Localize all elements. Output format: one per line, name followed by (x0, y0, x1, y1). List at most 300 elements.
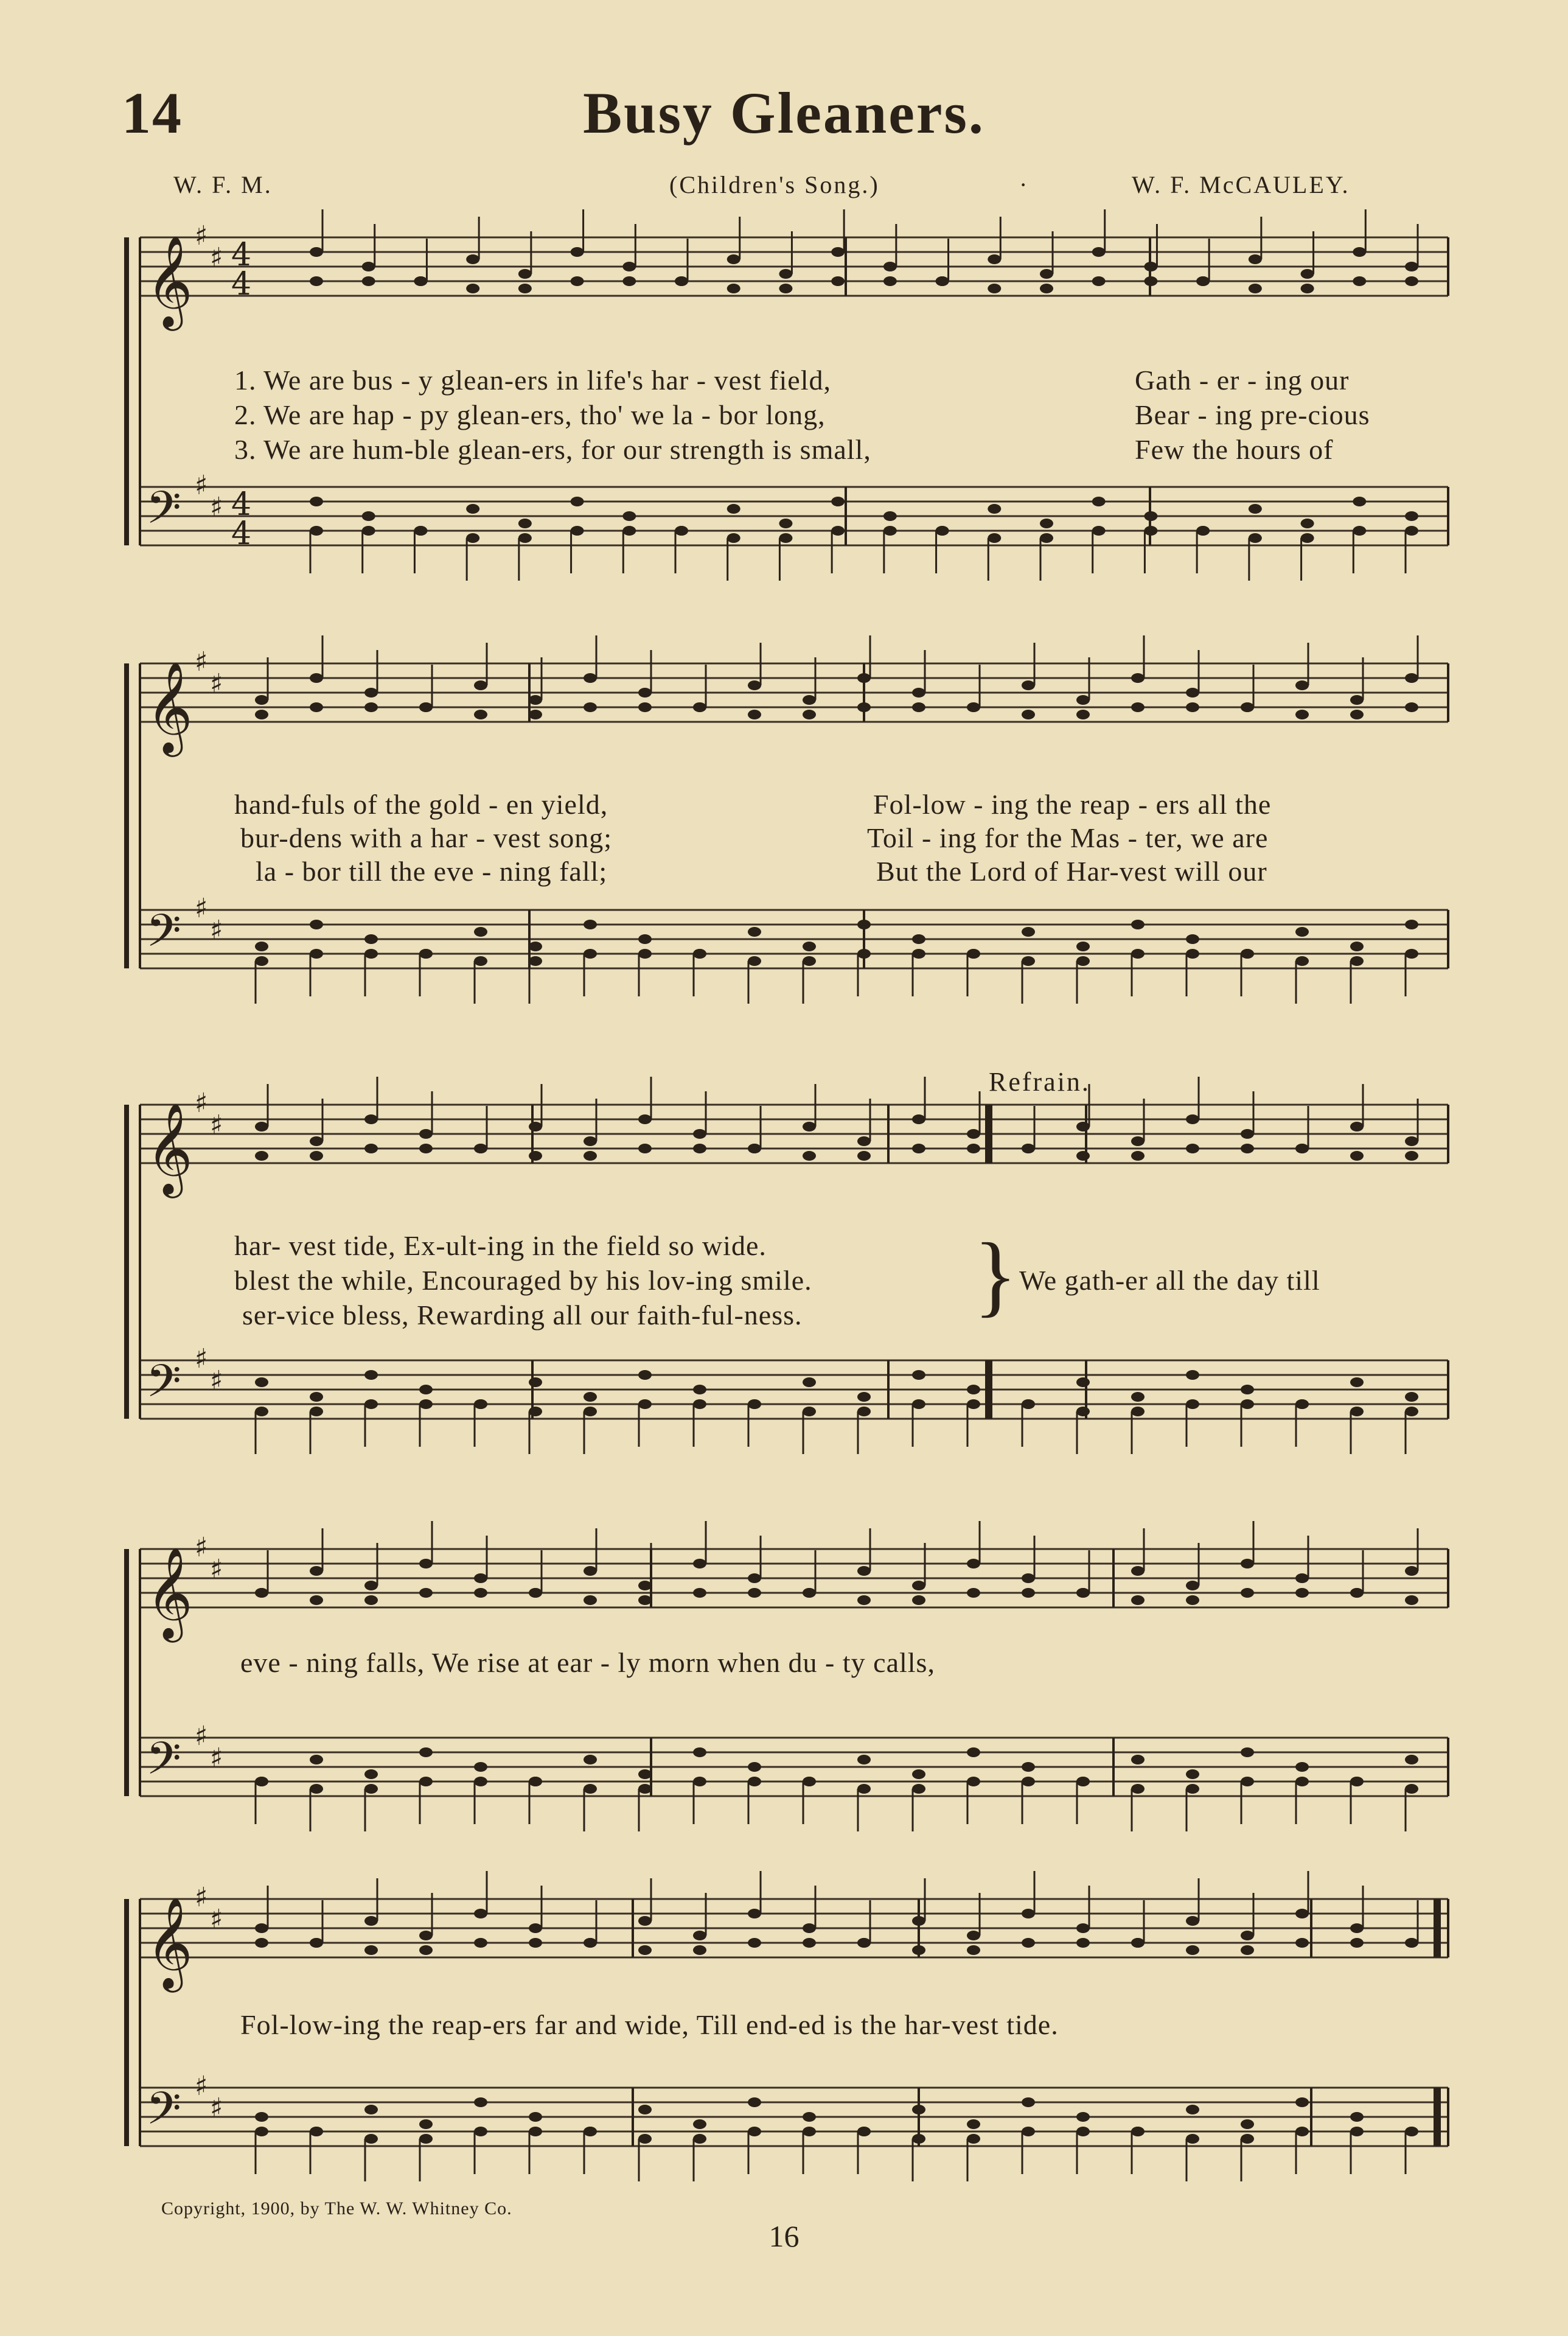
verse-3-line-1 (234, 433, 871, 466)
note-head (936, 526, 949, 536)
note-head (1076, 1777, 1090, 1786)
note-head (1241, 1559, 1254, 1568)
sharp-icon: ♯ (195, 2071, 208, 2102)
note-head (831, 276, 845, 286)
note-head (803, 695, 816, 705)
note-head (803, 2127, 816, 2136)
note-head (584, 1136, 597, 1146)
note-head (584, 1595, 597, 1605)
note-head (1186, 2105, 1199, 2114)
note-head (912, 702, 925, 712)
note-head (912, 1581, 925, 1590)
note-head (419, 1747, 433, 1757)
note-head (748, 1777, 761, 1786)
note-head (1249, 533, 1262, 543)
note-head (748, 710, 761, 719)
note-head (857, 1407, 871, 1416)
note-head (857, 2127, 871, 2136)
note-head (1241, 2134, 1254, 2144)
note-head (1405, 1755, 1418, 1764)
note-head (419, 1588, 433, 1598)
note-head (255, 1407, 268, 1416)
note-head (362, 276, 375, 286)
verse-2-line-2: bur-dens with a har - vest song; (240, 822, 613, 853)
note-head (967, 1559, 980, 1568)
note-head (364, 1144, 378, 1153)
note-head (255, 710, 268, 719)
note-head (1405, 1938, 1418, 1948)
note-head (1144, 526, 1157, 536)
note-head (1131, 1595, 1145, 1605)
note-head (255, 956, 268, 966)
note-head (967, 1945, 980, 1955)
note-head (912, 1769, 925, 1779)
note-head (1295, 1909, 1309, 1918)
note-head (1131, 1784, 1145, 1794)
note-head (803, 2112, 816, 2122)
note-head (1076, 2112, 1090, 2122)
note-head (622, 262, 636, 271)
verse-1-line-1b: Gath - er - ing our (1135, 365, 1350, 396)
note-head (727, 284, 740, 293)
note-head (1405, 276, 1418, 286)
subtitle: (Children's Song.) (669, 171, 880, 198)
note-head (518, 533, 532, 543)
note-head (803, 956, 816, 966)
note-head (255, 2112, 268, 2122)
note-head (1144, 276, 1157, 286)
note-head (1295, 1588, 1309, 1598)
sharp-icon: ♯ (195, 893, 208, 924)
treble-clef-icon: 𝄞 (146, 1546, 193, 1638)
note-head (310, 1151, 323, 1161)
note-head (967, 1144, 980, 1153)
note-head (1076, 2127, 1090, 2136)
note-head (529, 942, 542, 951)
verse-3-line-2: la - bor till the eve - ning fall; (256, 856, 608, 887)
note-head (1076, 1122, 1090, 1131)
verse-text: We are hum-ble glean-ers, for our strength is small, (263, 434, 871, 465)
note-head (693, 2119, 706, 2129)
note-head (364, 1769, 378, 1779)
note-head (1241, 1399, 1254, 1409)
note-head (1350, 710, 1364, 719)
note-head (638, 1784, 652, 1794)
note-head (364, 702, 378, 712)
note-head (1131, 702, 1145, 712)
note-head (912, 1784, 925, 1794)
note-head (529, 1588, 542, 1598)
note-head (584, 1566, 597, 1576)
note-head (474, 710, 487, 719)
note-head (571, 497, 584, 506)
note-head (1186, 1581, 1199, 1590)
note-head (912, 1595, 925, 1605)
note-head (803, 1377, 816, 1387)
note-head (1092, 276, 1106, 286)
note-head (1186, 1769, 1199, 1779)
note-head (936, 276, 949, 286)
note-head (310, 247, 323, 257)
note-head (1295, 2127, 1309, 2136)
note-head (310, 1392, 323, 1402)
note-head (1022, 2097, 1035, 2107)
note-head (1022, 1588, 1035, 1598)
note-head (1295, 927, 1309, 937)
note-head (518, 269, 532, 279)
note-head (857, 1566, 871, 1576)
note-head (362, 526, 375, 536)
note-head (638, 1114, 652, 1124)
note-head (1186, 2134, 1199, 2144)
note-head (803, 1588, 816, 1598)
note-head (584, 1755, 597, 1764)
note-head (1076, 1377, 1090, 1387)
note-head (638, 1916, 652, 1926)
note-head (419, 1777, 433, 1786)
bass-clef-icon: 𝄢 (146, 1355, 181, 1419)
note-head (803, 942, 816, 951)
note-head (988, 533, 1001, 543)
verse-1-line-2: hand-fuls of the gold - en yield, (234, 789, 608, 820)
note-head (1131, 1755, 1145, 1764)
note-head (584, 1392, 597, 1402)
note-head (529, 695, 542, 705)
note-head (967, 1931, 980, 1940)
note-head (1076, 1938, 1090, 1948)
note-head (803, 1151, 816, 1161)
note-head (419, 1399, 433, 1409)
note-head (748, 1938, 761, 1948)
note-head (414, 276, 427, 286)
note-head (1131, 949, 1145, 959)
note-head (1241, 1747, 1254, 1757)
note-head (529, 2112, 542, 2122)
note-head (1405, 920, 1418, 929)
note-head (1022, 1909, 1035, 1918)
note-head (362, 511, 375, 521)
note-head (255, 1938, 268, 1948)
note-head (1022, 680, 1035, 690)
note-head (255, 1377, 268, 1387)
note-head (1076, 710, 1090, 719)
note-head (622, 511, 636, 521)
note-head (364, 1945, 378, 1955)
note-head (1022, 1399, 1035, 1409)
note-head (1022, 1762, 1035, 1772)
note-head (1196, 526, 1210, 536)
note-head (857, 673, 871, 683)
note-head (638, 2105, 652, 2114)
note-head (912, 688, 925, 698)
sharp-icon: ♯ (195, 1532, 208, 1563)
note-head (466, 284, 479, 293)
note-head (310, 673, 323, 683)
sharp-icon: ♯ (210, 1554, 223, 1585)
note-head (1350, 942, 1364, 951)
note-head (474, 1938, 487, 1948)
note-head (1131, 1136, 1145, 1146)
note-head (1131, 1151, 1145, 1161)
note-head (362, 262, 375, 271)
note-head (1405, 1392, 1418, 1402)
verse-number: 2. (234, 399, 257, 430)
note-head (1295, 1762, 1309, 1772)
sharp-icon: ♯ (195, 1088, 208, 1119)
sharp-icon: ♯ (210, 1743, 223, 1774)
note-head (529, 956, 542, 966)
note-head (693, 949, 706, 959)
note-head (857, 1392, 871, 1402)
note-head (803, 1938, 816, 1948)
note-head (466, 254, 479, 264)
note-head (584, 673, 597, 683)
note-head (1405, 949, 1418, 959)
note-head (474, 1588, 487, 1598)
verse-1-line-1 (234, 364, 831, 396)
note-head (1405, 1136, 1418, 1146)
note-head (419, 1559, 433, 1568)
verse-1-line-3: har- vest tide, Ex-ult-ing in the field so wide. (234, 1230, 767, 1261)
sharp-icon: ♯ (210, 915, 223, 946)
sharp-icon: ♯ (195, 470, 208, 501)
note-head (1350, 1122, 1364, 1131)
note-head (1131, 1938, 1145, 1948)
note-head (419, 949, 433, 959)
note-head (1076, 1588, 1090, 1598)
note-head (1301, 519, 1314, 528)
note-head (779, 284, 792, 293)
verse-2-line-1b: Bear - ing pre-cious (1135, 399, 1370, 430)
refrain-line-3: Fol-low-ing the reap-ers far and wide, Till end-ed is the har-vest tide. (240, 2009, 1059, 2040)
sharp-icon: ♯ (210, 668, 223, 699)
staff-systems (127, 209, 1448, 2181)
bass-clef-icon: 𝄢 (146, 481, 181, 545)
note-head (364, 1581, 378, 1590)
note-head (988, 284, 1001, 293)
treble-clef-icon: 𝄞 (146, 234, 193, 327)
note-head (638, 1945, 652, 1955)
refrain-line-1: We gath-er all the day till (1019, 1265, 1320, 1296)
note-head (419, 1129, 433, 1139)
note-head (748, 1399, 761, 1409)
note-head (857, 1784, 871, 1794)
copyright-notice: Copyright, 1900, by The W. W. Whitney Co. (161, 2198, 512, 2219)
note-head (1350, 695, 1364, 705)
note-head (1241, 1931, 1254, 1940)
note-head (529, 1151, 542, 1161)
note-head (1405, 1407, 1418, 1416)
sharp-icon: ♯ (210, 242, 223, 273)
note-head (693, 1945, 706, 1955)
note-head (1144, 262, 1157, 271)
note-head (1022, 1777, 1035, 1786)
note-head (1022, 2127, 1035, 2136)
note-head (912, 949, 925, 959)
note-head (1405, 1151, 1418, 1161)
note-head (1353, 526, 1366, 536)
note-head (693, 1931, 706, 1940)
note-head (529, 1777, 542, 1786)
note-head (693, 1747, 706, 1757)
note-head (364, 2105, 378, 2114)
note-head (857, 1151, 871, 1161)
note-head (310, 702, 323, 712)
note-head (310, 920, 323, 929)
bass-clef-icon: 𝄢 (146, 2082, 181, 2146)
note-head (310, 276, 323, 286)
sharp-icon: ♯ (195, 220, 208, 251)
note-head (310, 1595, 323, 1605)
note-head (748, 956, 761, 966)
note-head (638, 702, 652, 712)
note-head (1144, 511, 1157, 521)
note-head (693, 1559, 706, 1568)
note-head (571, 276, 584, 286)
note-head (967, 2119, 980, 2129)
note-head (857, 1136, 871, 1146)
note-head (1350, 1588, 1364, 1598)
note-head (419, 1385, 433, 1394)
note-head (967, 1777, 980, 1786)
note-head (967, 1385, 980, 1394)
treble-clef-icon: 𝄞 (146, 1102, 193, 1194)
note-head (1249, 504, 1262, 514)
note-head (748, 1573, 761, 1583)
note-head (967, 1747, 980, 1757)
note-head (748, 2127, 761, 2136)
treble-clef-icon: 𝄞 (146, 1896, 193, 1988)
note-head (584, 1784, 597, 1794)
note-head (1249, 254, 1262, 264)
note-head (1186, 1114, 1199, 1124)
note-head (529, 1923, 542, 1933)
note-head (748, 1762, 761, 1772)
note-head (1295, 680, 1309, 690)
note-head (364, 1399, 378, 1409)
note-head (364, 1114, 378, 1124)
note-head (1131, 1392, 1145, 1402)
note-head (1131, 2127, 1145, 2136)
note-head (1295, 2097, 1309, 2107)
note-head (364, 1595, 378, 1605)
note-head (883, 526, 897, 536)
note-head (474, 680, 487, 690)
note-head (857, 920, 871, 929)
separator-dot: · (1019, 171, 1028, 198)
note-head (857, 1595, 871, 1605)
note-head (727, 533, 740, 543)
page-number: 16 (768, 2219, 800, 2253)
note-head (748, 1909, 761, 1918)
note-head (1040, 269, 1053, 279)
note-head (912, 934, 925, 944)
sharp-icon: ♯ (210, 1110, 223, 1141)
note-head (1353, 497, 1366, 506)
note-head (1295, 1399, 1309, 1409)
note-head (967, 1399, 980, 1409)
note-head (1186, 949, 1199, 959)
note-head (803, 1777, 816, 1786)
time-signature: 4 (231, 516, 252, 552)
note-head (1022, 956, 1035, 966)
note-head (1186, 1595, 1199, 1605)
sharp-icon: ♯ (195, 1343, 208, 1374)
note-head (1022, 710, 1035, 719)
note-head (255, 942, 268, 951)
note-head (748, 2097, 761, 2107)
note-head (622, 276, 636, 286)
note-head (1405, 526, 1418, 536)
note-head (474, 2097, 487, 2107)
note-head (310, 949, 323, 959)
note-head (310, 2127, 323, 2136)
note-head (988, 504, 1001, 514)
note-head (693, 2134, 706, 2144)
note-head (1241, 1385, 1254, 1394)
note-head (857, 949, 871, 959)
note-head (1350, 1777, 1364, 1786)
note-head (1295, 1777, 1309, 1786)
note-head (571, 526, 584, 536)
note-head (1022, 927, 1035, 937)
note-head (364, 949, 378, 959)
note-head (571, 247, 584, 257)
sharp-icon: ♯ (195, 646, 208, 677)
words-credit: W. F. M. (173, 171, 273, 198)
note-head (255, 1588, 268, 1598)
note-head (912, 2134, 925, 2144)
note-head (1186, 688, 1199, 698)
note-head (693, 1144, 706, 1153)
note-head (638, 688, 652, 698)
note-head (638, 1399, 652, 1409)
note-head (474, 1909, 487, 1918)
note-head (1353, 276, 1366, 286)
note-head (779, 269, 792, 279)
note-head (1301, 269, 1314, 279)
note-head (584, 1938, 597, 1948)
note-head (803, 1407, 816, 1416)
note-head (967, 1129, 980, 1139)
note-head (1241, 1144, 1254, 1153)
sharp-icon: ♯ (210, 2093, 223, 2124)
note-head (1241, 1777, 1254, 1786)
note-head (1040, 519, 1053, 528)
note-head (638, 1769, 652, 1779)
note-head (831, 497, 845, 506)
note-head (1196, 276, 1210, 286)
note-head (622, 526, 636, 536)
note-head (474, 956, 487, 966)
note-head (1353, 247, 1366, 257)
note-head (1040, 284, 1053, 293)
note-head (584, 702, 597, 712)
note-head (474, 1762, 487, 1772)
note-head (474, 2127, 487, 2136)
note-head (1076, 956, 1090, 966)
note-head (310, 1755, 323, 1764)
note-head (474, 1144, 487, 1153)
verse-text: We are bus - y glean-ers in life's har - vest field, (263, 365, 831, 396)
note-head (748, 1588, 761, 1598)
note-head (529, 1407, 542, 1416)
note-head (584, 920, 597, 929)
note-head (1301, 284, 1314, 293)
note-head (967, 1588, 980, 1598)
note-head (693, 1777, 706, 1786)
bass-clef-icon: 𝄢 (146, 1732, 181, 1796)
